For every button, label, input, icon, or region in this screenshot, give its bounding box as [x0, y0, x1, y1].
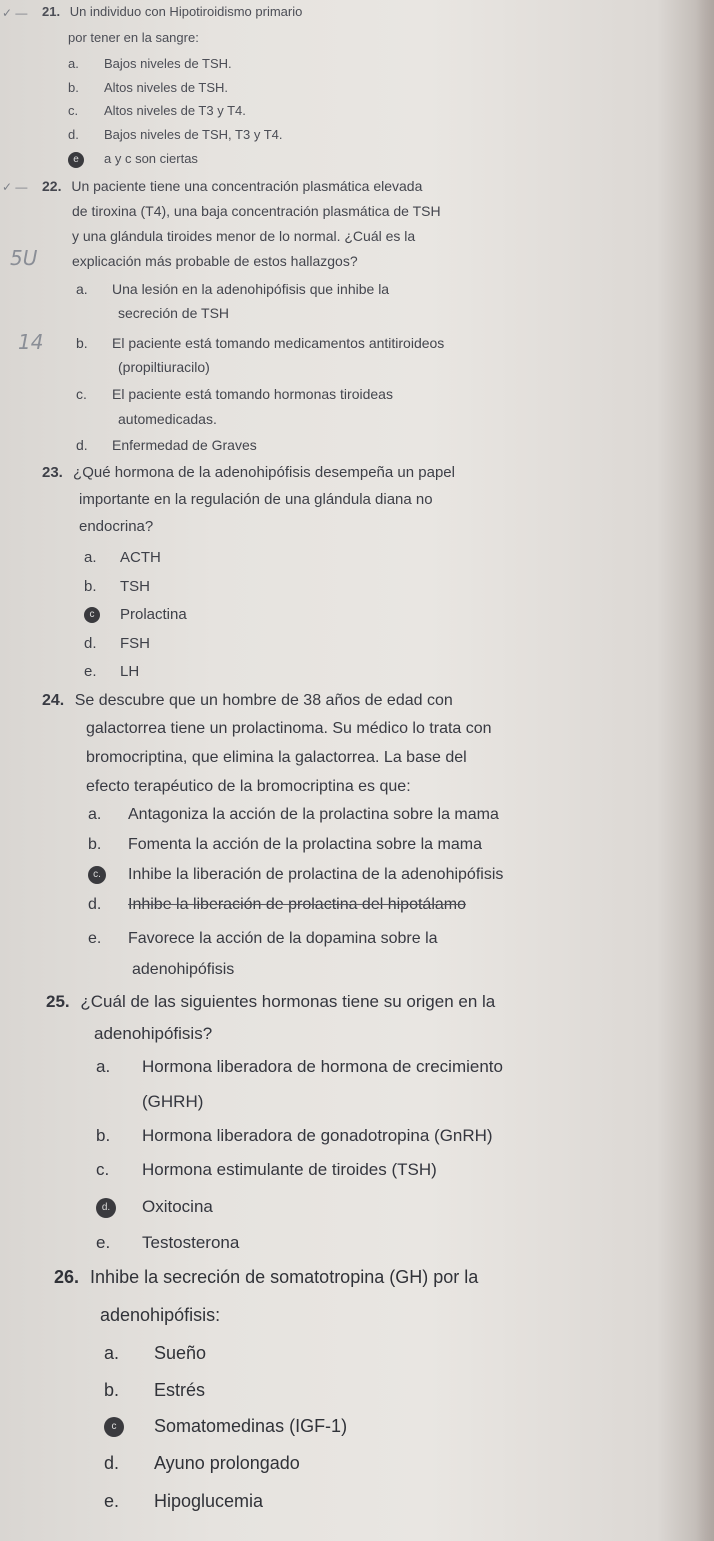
- option-letter: c.: [96, 1160, 110, 1179]
- question-number: 23.: [42, 464, 63, 481]
- option-d: [68, 127, 282, 142]
- option-text: El paciente está tomando medicamentos antitiroideos: [112, 335, 445, 351]
- option-e: [96, 1233, 239, 1253]
- option-letter: d.: [68, 127, 79, 142]
- question-number: 26.: [54, 1267, 80, 1287]
- question-text-line: de tiroxina (T4), una baja concentración plasmática de TSH: [72, 203, 441, 219]
- option-b: [76, 335, 444, 351]
- question-number: 25.: [46, 992, 70, 1011]
- option-a: [88, 806, 499, 824]
- option-d: [76, 437, 257, 453]
- option-text: Antagoniza la acción de la prolactina sobre la mama: [128, 806, 499, 823]
- option-c-selected: [84, 606, 187, 623]
- option-letter: a.: [104, 1343, 120, 1363]
- option-letter: e.: [84, 663, 97, 680]
- option-c-selected: [88, 866, 503, 884]
- option-letter: b.: [96, 1126, 111, 1145]
- option-b: [96, 1126, 493, 1146]
- option-a: [76, 281, 389, 297]
- question-26: [54, 1264, 478, 1290]
- option-d: [88, 896, 466, 914]
- question-text-line: bromocriptina, que elimina la galactorrea. La base del: [86, 749, 467, 766]
- option-c: [96, 1160, 437, 1180]
- question-text: Inhibe la secreción de somatotropina (GH) por la: [90, 1267, 479, 1287]
- option-text: Oxitocina: [142, 1197, 213, 1216]
- option-letter: b.: [68, 80, 79, 95]
- answer-marker-icon: c: [84, 607, 100, 623]
- option-letter: a.: [76, 281, 88, 297]
- option-text: Hormona estimulante de tiroides (TSH): [142, 1160, 437, 1179]
- question-text-line: endocrina?: [79, 518, 154, 535]
- option-letter: d.: [84, 635, 97, 652]
- option-letter: a.: [88, 806, 102, 823]
- option-b: [104, 1380, 205, 1401]
- option-letter: b.: [104, 1380, 120, 1400]
- option-letter: b.: [88, 836, 102, 853]
- option-letter: e.: [96, 1233, 111, 1252]
- option-c-selected: [104, 1416, 347, 1437]
- option-text: El paciente está tomando hormonas tiroideas: [112, 386, 393, 402]
- option-a: [68, 56, 232, 71]
- page-edge-shadow: [696, 0, 714, 1541]
- question-text: ¿Qué hormona de la adenohipófisis desempeña un papel: [73, 464, 455, 481]
- option-e: [88, 930, 438, 948]
- option-text: Enfermedad de Graves: [112, 437, 257, 453]
- question-text: ¿Cuál de las siguientes hormonas tiene su origen en la: [80, 992, 496, 1011]
- option-a-cont: (GHRH): [142, 1092, 204, 1111]
- question-text-line: adenohipófisis:: [100, 1305, 221, 1325]
- question-21: [42, 3, 302, 22]
- option-a: [96, 1057, 503, 1077]
- option-b: [68, 80, 228, 95]
- question-number: 24.: [42, 692, 65, 709]
- option-letter: e.: [88, 930, 102, 947]
- option-letter: d.: [76, 437, 88, 453]
- question-number: 22.: [42, 178, 62, 194]
- question-text-line: adenohipófisis?: [94, 1024, 213, 1043]
- option-d-selected: [96, 1197, 213, 1218]
- option-text: TSH: [120, 578, 150, 595]
- question-text-line: explicación más probable de estos hallazgos?: [72, 253, 358, 269]
- answer-marker-icon: c: [104, 1417, 124, 1437]
- option-letter: c.: [76, 386, 87, 402]
- handwritten-note: 14: [18, 330, 44, 354]
- option-text: Prolactina: [120, 606, 187, 623]
- question-23: [42, 462, 455, 484]
- option-text: LH: [120, 663, 140, 680]
- option-text: Altos niveles de T3 y T4.: [104, 103, 246, 118]
- option-c-cont: automedicadas.: [118, 411, 217, 427]
- option-text: Bajos niveles de TSH.: [104, 56, 232, 71]
- question-25: [46, 990, 495, 1015]
- option-e-cont: adenohipófisis: [132, 961, 235, 978]
- option-letter: a.: [68, 56, 79, 71]
- question-text: Se descubre que un hombre de 38 años de edad con: [74, 692, 453, 709]
- option-letter: b.: [76, 335, 88, 351]
- option-text: Hormona liberadora de hormona de crecimiento: [142, 1057, 503, 1076]
- question-text-line: y una glándula tiroides menor de lo normal. ¿Cuál es la: [72, 228, 416, 244]
- question-22: [42, 176, 422, 196]
- option-text: Sueño: [154, 1343, 207, 1363]
- option-b-cont: (propiltiuracilo): [118, 359, 210, 375]
- option-a-cont: secreción de TSH: [118, 305, 230, 321]
- option-text: Somatomedinas (IGF-1): [154, 1416, 348, 1436]
- option-letter: d.: [104, 1453, 120, 1473]
- option-text: ACTH: [120, 549, 161, 566]
- option-letter: d.: [88, 896, 102, 913]
- option-letter: e.: [104, 1491, 120, 1511]
- option-text: Testosterona: [142, 1233, 240, 1252]
- option-letter: c.: [68, 103, 79, 118]
- question-text: Un paciente tiene una concentración plasmática elevada: [71, 178, 423, 194]
- option-d: [84, 635, 150, 652]
- option-letter: a.: [84, 549, 97, 566]
- check-mark: ✓ —: [2, 180, 28, 194]
- option-a: [104, 1343, 206, 1364]
- check-mark: ✓ —: [2, 6, 28, 20]
- option-text: Favorece la acción de la dopamina sobre la: [128, 930, 438, 947]
- question-number: 21.: [42, 4, 61, 19]
- option-text: Hormona liberadora de gonadotropina (GnRH): [142, 1126, 493, 1145]
- option-text: Hipoglucemia: [154, 1491, 264, 1511]
- option-a: [84, 549, 161, 566]
- question-text-line: galactorrea tiene un prolactinoma. Su médico lo trata con: [86, 720, 492, 737]
- question-text-line: importante en la regulación de una glándula diana no: [79, 491, 433, 508]
- option-text: FSH: [120, 635, 150, 652]
- option-letter: a.: [96, 1057, 111, 1076]
- answer-marker-icon: d.: [96, 1198, 116, 1218]
- question-24: [42, 689, 453, 712]
- answer-marker-icon: c.: [88, 866, 106, 884]
- option-letter: b.: [84, 578, 97, 595]
- option-text: Ayuno prolongado: [154, 1453, 300, 1473]
- option-b: [84, 578, 150, 595]
- option-c: [68, 103, 246, 118]
- option-text: Bajos niveles de TSH, T3 y T4.: [104, 127, 283, 142]
- question-text-line: por tener en la sangre:: [68, 30, 199, 45]
- option-b: [88, 836, 482, 854]
- handwritten-note: 5U: [10, 246, 38, 270]
- question-text: Un individuo con Hipotiroidismo primario: [69, 4, 303, 19]
- option-e-selected: [68, 151, 198, 168]
- option-text: Inhibe la liberación de prolactina del hipotálamo: [128, 896, 466, 913]
- option-text: Una lesión en la adenohipófisis que inhibe la: [112, 281, 390, 297]
- option-e: [84, 663, 139, 680]
- option-text: Altos niveles de TSH.: [104, 80, 229, 95]
- option-text: Inhibe la liberación de prolactina de la adenohipófisis: [128, 866, 504, 884]
- option-text: a y c son ciertas: [104, 151, 198, 166]
- option-d: [104, 1453, 300, 1474]
- option-text: Fomenta la acción de la prolactina sobre la mama: [128, 836, 482, 853]
- question-text-line: efecto terapéutico de la bromocriptina es que:: [86, 778, 411, 795]
- option-c: [76, 386, 393, 402]
- answer-marker-icon: e: [68, 152, 84, 168]
- option-text: Estrés: [154, 1380, 206, 1400]
- option-e: [104, 1491, 263, 1512]
